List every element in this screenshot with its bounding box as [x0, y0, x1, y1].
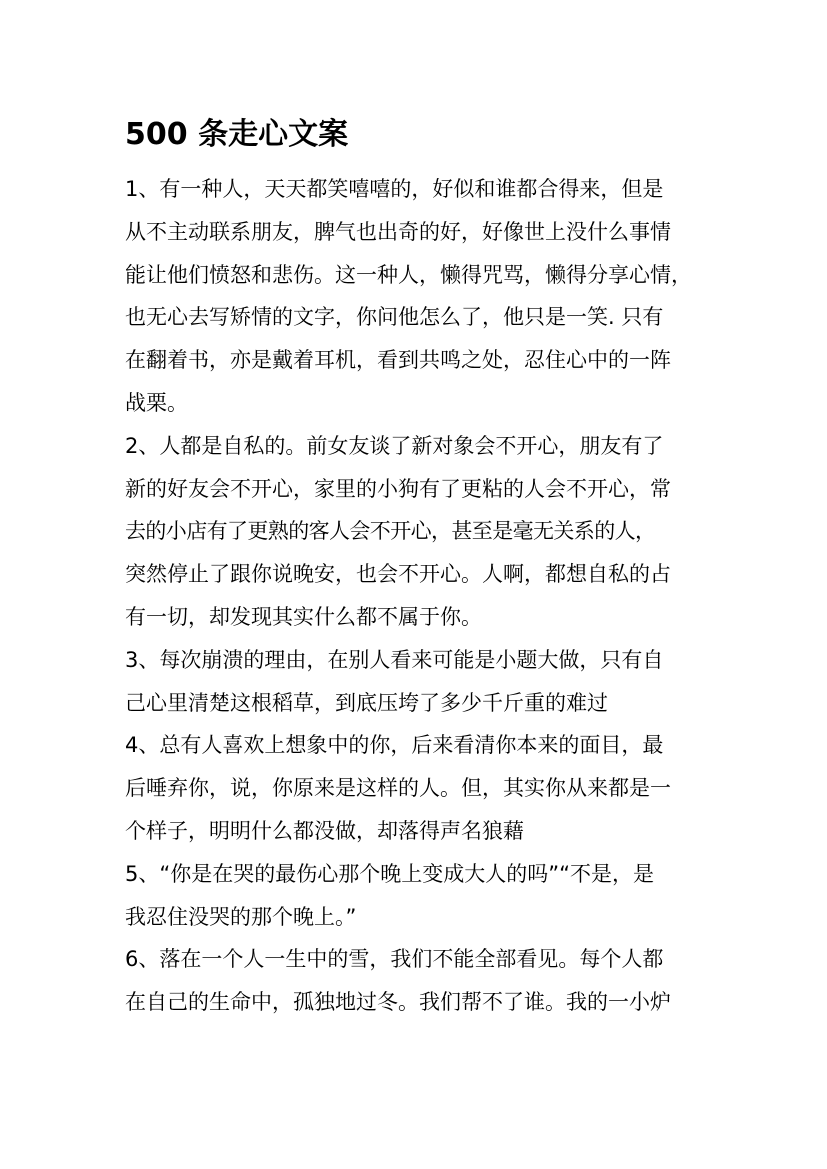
text-line: 新的好友会不开心，家里的小狗有了更粘的人会不开心，常 — [125, 476, 671, 501]
text-line: 后唾弃你，说，你原来是这样的人。但，其实你从来都是一 — [125, 776, 671, 801]
text-line: 2、人都是自私的。前女友谈了新对象会不开心，朋友有了 — [125, 433, 664, 458]
text-line: 5、“你是在哭的最伤心那个晚上变成大人的吗”“不是，是 — [125, 861, 654, 886]
body-text — [125, 168, 745, 1024]
text-line: 去的小店有了更熟的客人会不开心，甚至是毫无关系的人， — [125, 519, 656, 544]
page-title: 500 条走心文案 — [125, 117, 349, 152]
text-line: 6、落在一个人一生中的雪，我们不能全部看见。每个人都 — [125, 947, 664, 972]
text-line: 突然停止了跟你说晚安，也会不开心。人啊，都想自私的占 — [125, 562, 671, 587]
text-line: 4、总有人喜欢上想象中的你，后来看清你本来的面目，最 — [125, 733, 664, 758]
text-line: 1、有一种人，天天都笑嘻嘻的，好似和谁都合得来，但是 — [125, 177, 664, 201]
text-line: 己心里清楚这根稻草，到底压垮了多少千斤重的难过 — [125, 690, 608, 715]
text-line: 我忍住没哭的那个晚上。” — [125, 904, 357, 929]
text-line: 战栗。 — [125, 390, 188, 415]
text-line: 能让他们愤怒和悲伤。这一种人，懒得咒骂，懒得分享心情， — [125, 262, 692, 287]
text-line: 有一切，却发现其实什么都不属于你。 — [125, 604, 482, 629]
text-line: 在翻着书，亦是戴着耳机，看到共鸣之处，忍住心中的一阵 — [125, 348, 671, 373]
text-line: 在自己的生命中，孤独地过冬。我们帮不了谁。我的一小炉 — [125, 990, 671, 1015]
text-line: 个样子，明明什么都没做，却落得声名狼藉 — [125, 818, 524, 843]
text-line: 3、每次崩溃的理由，在别人看来可能是小题大做，只有自 — [125, 647, 664, 672]
text-line: 也无心去写矫情的文字，你问他怎么了，他只是一笑. 只有 — [125, 305, 664, 330]
text-line: 从不主动联系朋友，脾气也出奇的好，好像世上没什么事情 — [125, 219, 671, 244]
